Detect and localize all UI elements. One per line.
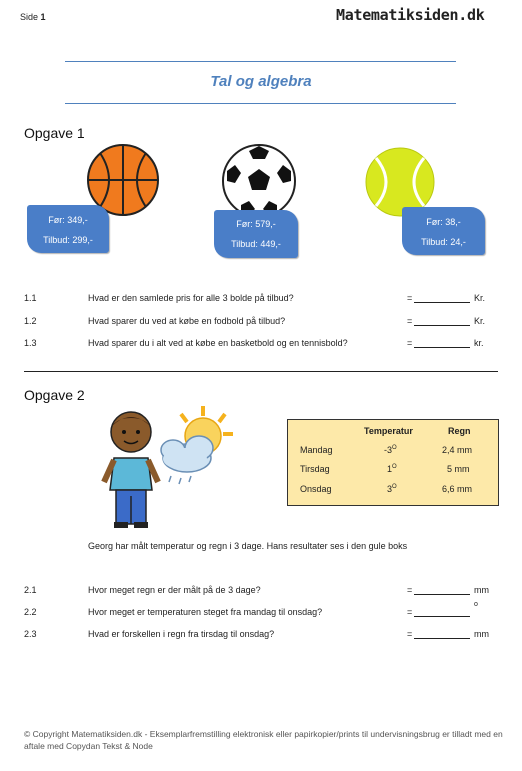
- question-number: 2.1: [24, 585, 37, 595]
- answer-unit: kr.: [474, 338, 484, 348]
- table-rain: 6,6 mm: [442, 484, 473, 494]
- question-text: Hvad sparer du ved at købe en fodbold på tilbud?: [88, 316, 286, 326]
- title-rule-bottom: [65, 103, 456, 104]
- opgave2-description: Georg har målt temperatur og regn i 3 dage. Hans resultater ses i den gule boks: [88, 541, 408, 551]
- table-day: Mandag: [300, 445, 333, 455]
- equals-sign: =: [407, 338, 413, 348]
- question-number: 2.2: [24, 607, 37, 617]
- tennisball-offer-price: Tilbud: 24,-: [421, 237, 466, 247]
- question-text: Hvor meget regn er der målt på de 3 dage?: [88, 585, 261, 595]
- page-title: Tal og algebra: [210, 73, 312, 90]
- table-day: Tirsdag: [300, 464, 330, 474]
- table-day: Onsdag: [300, 484, 332, 494]
- answer-unit: Kr.: [474, 293, 486, 303]
- weather-table: [287, 419, 499, 506]
- football-icon: [221, 143, 297, 219]
- answer-unit: mm: [474, 629, 489, 639]
- column-header-rain: Regn: [448, 426, 471, 436]
- equals-sign: =: [407, 316, 413, 326]
- table-temp: $1^O$: [387, 464, 397, 474]
- answer-line[interactable]: [414, 316, 470, 326]
- title-rule-top: [65, 61, 456, 62]
- tennisball-price-box: [402, 207, 485, 255]
- equals-sign: =: [407, 293, 413, 303]
- question-number: 1.1: [24, 293, 37, 303]
- question-number: 1.2: [24, 316, 37, 326]
- basketball-offer-price: Tilbud: 299,-: [43, 235, 93, 245]
- basketball-before-price: Før: 349,-: [48, 215, 88, 225]
- site-logo: Matematiksiden.dk: [336, 6, 485, 24]
- answer-unit: mm: [474, 585, 489, 595]
- opgave1-heading: Opgave 1: [24, 125, 85, 141]
- question-text: Hvad er forskellen i regn fra tirsdag til onsdag?: [88, 629, 275, 639]
- table-temp: $3^O$: [387, 484, 397, 494]
- section-divider: [24, 371, 498, 372]
- question-text: Hvad sparer du i alt ved at købe en basketbold og en tennisbold?: [88, 338, 348, 348]
- answer-unit: Kr.: [474, 316, 486, 326]
- answer-line[interactable]: [414, 338, 470, 348]
- column-header-temperature: Temperatur: [364, 426, 413, 436]
- question-number: 1.3: [24, 338, 37, 348]
- opgave2-heading: Opgave 2: [24, 387, 85, 403]
- question-text: Hvad er den samlede pris for alle 3 bolde på tilbud?: [88, 293, 294, 303]
- football-offer-price: Tilbud: 449,-: [231, 239, 281, 249]
- equals-sign: =: [407, 607, 413, 617]
- table-rain: 5 mm: [447, 464, 470, 474]
- boy-icon: [100, 410, 162, 530]
- football-price-box: [214, 210, 298, 258]
- page-number: Side 1: [20, 12, 46, 22]
- tennisball-before-price: Før: 38,-: [426, 217, 461, 227]
- copyright-footer: © Copyright Matematiksiden.dk - Eksemplarfremstilling elektronisk eller papirkopier/prints til undervisningsbrug er tilladt med en aftale med Copydan Tekst & Node: [24, 729, 503, 751]
- question-number: 2.3: [24, 629, 37, 639]
- table-rain: 2,4 mm: [442, 445, 473, 455]
- football-before-price: Før: 579,-: [236, 219, 276, 229]
- answer-unit: o: [474, 601, 478, 608]
- answer-line[interactable]: [414, 607, 470, 617]
- basketball-price-box: [27, 205, 109, 253]
- sun-cloud-icon: [155, 404, 235, 494]
- answer-line[interactable]: [414, 293, 470, 303]
- equals-sign: =: [407, 629, 413, 639]
- table-temp: $-3^O$: [384, 445, 397, 455]
- answer-line[interactable]: [414, 629, 470, 639]
- answer-line[interactable]: [414, 585, 470, 595]
- question-text: Hvor meget er temperaturen steget fra mandag til onsdag?: [88, 607, 323, 617]
- equals-sign: =: [407, 585, 413, 595]
